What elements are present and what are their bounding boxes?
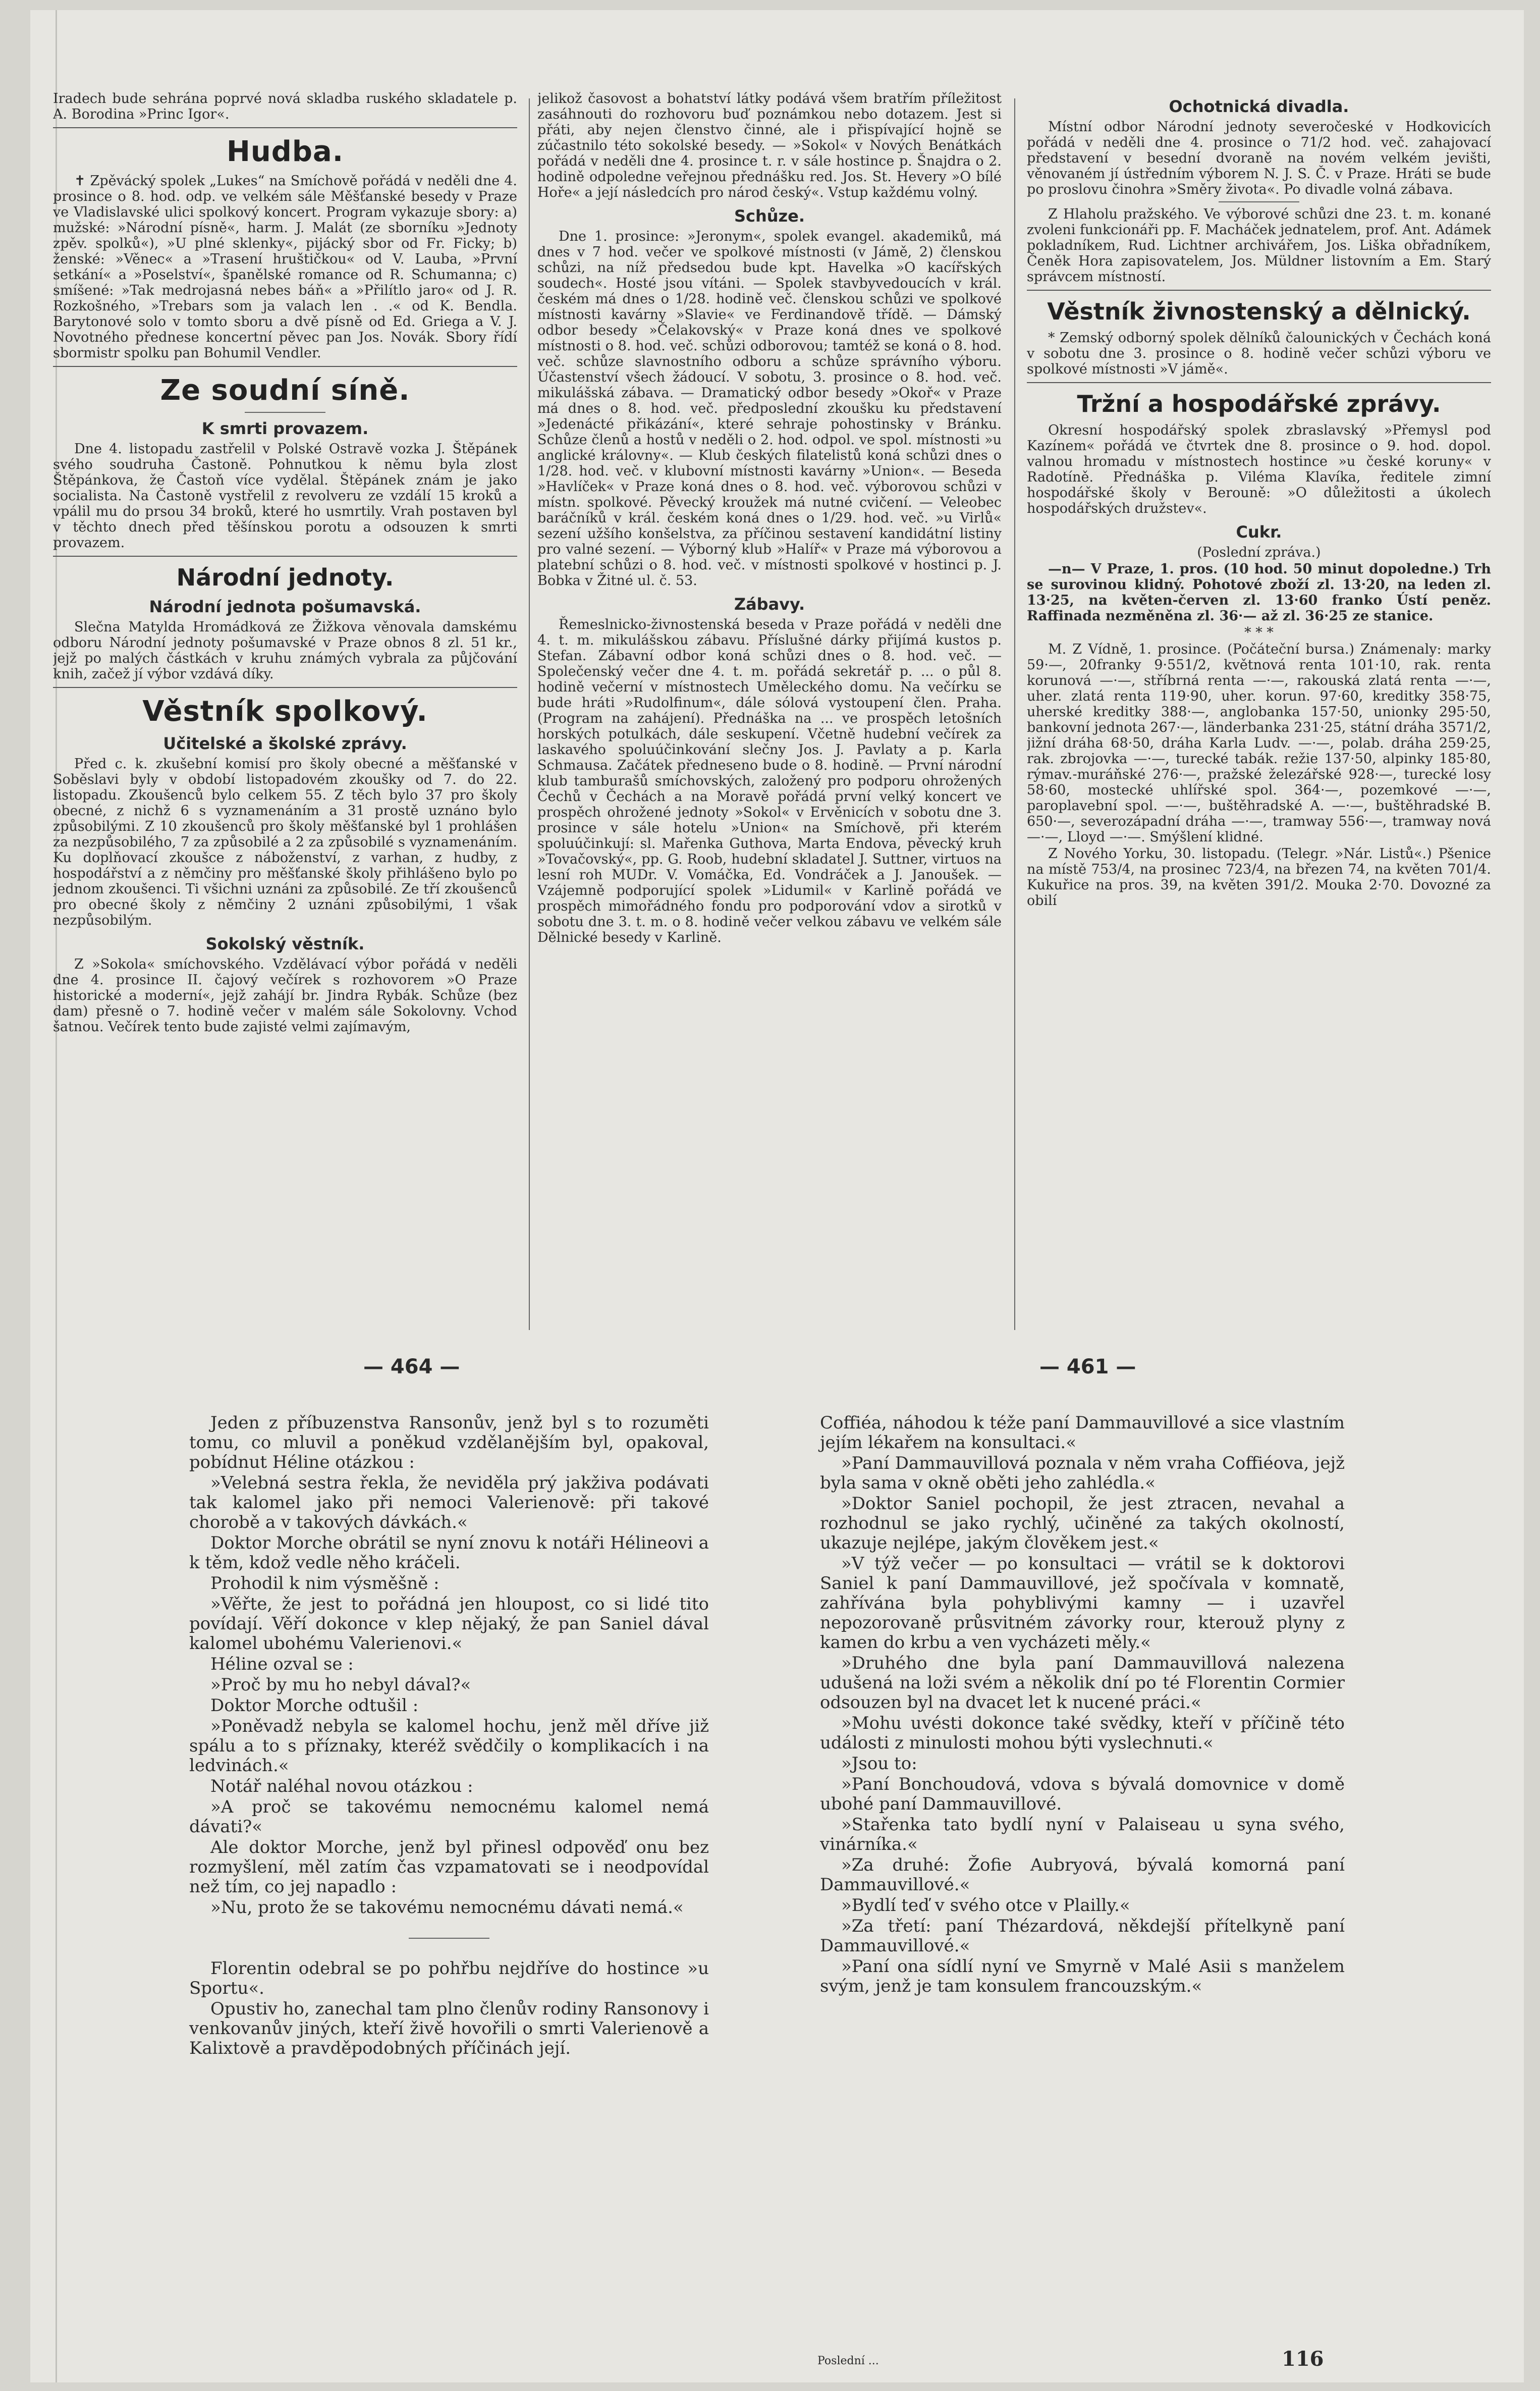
- lower-left-column: [189, 1413, 709, 2059]
- lower-left-paragraph: »A proč se takovému nemocnému kalomel nemá dávati?«: [189, 1797, 709, 1837]
- lower-left-paragraph: »Poněvadž nebyla se kalomel hochu, jenž měl dříve již spálu a to s příznaky, kteréž svědčily o komplikacích i na ledvinách.«: [189, 1716, 709, 1776]
- page-number-right: — 461 —: [1039, 1355, 1136, 1378]
- column-3: [1027, 91, 1491, 1322]
- smrti-text: Dne 4. listopadu zastřelil v Polské Ostravě vozka J. Štěpánek svého soudruha Častoně. Pohnutkou k němu byla zlost Štěpánkova, že Častoň více vydělal. Štěpánek znám je jako socialista. Na Častoně vystřelil z revolveru ze vzdálí 15 kroků a vpálil mu do prsou 34 broků, které ho usmrtily. Vrah postaven byl v těchto dnech před těšínskou porotu a odsouzen k smrti provazem.: [53, 441, 517, 551]
- lower-right-paragraph: »Jsou to:: [841, 1754, 917, 1774]
- signature-number: 116: [1282, 2347, 1324, 2371]
- subsection-title-ochot: Ochotnická divadla.: [1169, 97, 1349, 116]
- lower-left-paragraph: Doktor Morche obrátil se nyní znovu k notáři Hélineovi a k těm, kdož vedle něho kráčeli.: [189, 1533, 709, 1573]
- divider: [1027, 290, 1491, 291]
- section-title-zivnost: Věstník živnostenský a dělnický.: [1047, 298, 1471, 325]
- ucitel-text: Před c. k. zkušební komisí pro školy obecné a měšťanské v Soběslavi byly v období listopadovém zkoušky od 7. do 22. listopadu. Zkoušenců bylo celkem 55. Z těch bylo 37 pro školy obecné, z nichž 6 s vyznamenáním a 31 prostě uznáno bylo způsobilými. Z 10 zkoušenců pro školy měšťanské byl 1 prohlášen za nezpůsobilého, 7 za způsobilé a 2 za způsobilé s vyznamenáním. Ku doplňovací zkoušce z náboženství, z varhan, z hudby, z hospodářství a z němčiny pro měšťanské školy přihlášeno bylo po jednom zkoušenci. Ti všichni uznáni za způsobilé. Ze tří zkoušenců pro obecné školy z němčiny 2 uznáni způsobilými, 1 však nezpůsobilým.: [53, 756, 517, 928]
- lower-right-paragraph: »Stařenka tato bydlí nyní v Palaiseau u syna svého, vinárníka.«: [820, 1815, 1345, 1854]
- lower-right-paragraph: »Za druhé: Žofie Aubryová, bývalá komorná paní Dammauvillové.«: [820, 1855, 1345, 1895]
- lower-right-column: [820, 1413, 1345, 1997]
- lower-left-paragraph: Florentin odebral se po pohřbu nejdříve do hostince »u Sportu«.: [189, 1958, 709, 1998]
- lower-left-paragraph: Ale doktor Morche, jenž byl přinesl odpověď onu bez rozmyšlení, měl zatím čas vzpamatovati se i neodpovídal než tím, co jej napadlo :: [189, 1837, 709, 1897]
- section-title-soudni: Ze soudní síně.: [160, 374, 410, 407]
- newyork-text: Z Nového Yorku, 30. listopadu. (Telegr. »Nár. Listů«.) Pšenice na místě 753/4, na prosinec 723/4, na březen 74, na květen 701/4. Kukuřice na pros. 39, na květen 391/2. Mouka 2·70. Dovozné za obilí: [1027, 846, 1491, 909]
- cukr-text: —n— V Praze, 1. pros. (10 hod. 50 minut dopoledne.) Trh se surovinou klidný. Pohotové zboží zl. 13·20, na leden zl. 13·25, na květen-červen zl. 13·60 franko Ústí peněz. Raffinada nezměněna zl. 36·— až zl. 36·25 ze stanice.: [1027, 561, 1491, 624]
- subsection-title-cukr: Cukr.: [1236, 522, 1282, 542]
- section-title-hudba: Hudba.: [227, 135, 344, 168]
- trzni-text: Okresní hospodářský spolek zbraslavský »Přemysl pod Kazínem« pořádá ve čtvrtek dne 8. prosince o 9. hod. dopol. valnou hromadu v místnostech hostince »u české koruny« v Radotíně. Přednáška p. Viléma Klavíka, ředitele zimní hospodářské školy v Berouně: »O důležitosti a úkolech hospodářských družstev«.: [1027, 422, 1491, 516]
- lower-right-paragraph: Coffiéa, náhodou k téže paní Dammauvillové a sice vlastním jejím lékařem na konsultaci.«: [820, 1413, 1345, 1453]
- column-rule: [529, 98, 530, 1330]
- lower-right-paragraph: »Mohu uvésti dokonce také svědky, kteří v příčině této události z minulosti mohou býti vyslechnuti.«: [820, 1713, 1345, 1753]
- lower-right-paragraph: »Paní ona sídlí nyní ve Smyrně v Malé Asii s manželem svým, jenž je tam konsulem francouzským.«: [820, 1956, 1345, 1996]
- upper-page-columns: [53, 91, 1491, 1322]
- divider: [53, 366, 517, 367]
- burse-text: M. Z Vídně, 1. prosince. (Počáteční bursa.) Známenaly: marky 59·—, 20franky 9·551/2, květnová renta 101·10, rak. renta korunová —·—, stříbrná renta —·—, rakouská zlatá renta —·—, uher. zlatá renta 119·90, uher. korun. 97·60, kreditky 358·75, uherské kreditky 388·—, anglobanka 157·50, unionky 295·50, bankovní jednota 267·—, länderbanka 231·25, státní dráha 3571/2, jižní dráha 68·50, dráha Karla Ludv. —·—, polab. dráha 259·25, rak. zbrojovka —·—, turecké tabák. režie 137·50, alpinky 185·80, rýmav.-muráňské 276·—, pražské železářské 928·—, turecké losy 58·60, mostecké uhlířské spol. 364·—, pozemkové —·—, paroplavební spol. —·—, buštěhradské A. —·—, buštěhradské B. 650·—, severozápadní dráha —·—, tramway 556·—, tramway nová —·—, Lloyd —·—. Smýšlení klidné.: [1027, 642, 1491, 845]
- footer-label: Poslední ...: [817, 2355, 879, 2367]
- column-1: [53, 91, 517, 1322]
- posum-text: Slečna Matylda Hromádková ze Žižkova věnovala damskému odboru Národní jednoty pošumavské v Praze obnos 8 zl. 51 kr., jejž po malých částkách v kruhu známých vybrala za půjčování knih, začež jí výbor vzdává díky.: [53, 619, 517, 682]
- stars-separator: * * *: [1244, 625, 1274, 641]
- divider: [53, 127, 517, 128]
- lower-right-paragraph: »Doktor Saniel pochopil, že jest ztracen, nevahal a rozhodnul se jako rychlý, učiněné za takých okolností, ukazuje nejlépe, jakým člověkem jest.«: [820, 1494, 1345, 1553]
- ochot-text: Místní odbor Národní jednoty severočeské v Hodkovicích pořádá v neděli dne 4. prosince o 71/2 hod. več. zahajovací představení v besední dvoraně na novém velkém jevišti, věnovaném jí ústředním výborem N. J. S. Č. v Praze. Hráti se bude po proslovu činohra »Směry života«. Po divadle volná zábava.: [1027, 119, 1491, 197]
- lower-left-paragraph: Héline ozval se :: [210, 1654, 354, 1674]
- sokol-text: Z »Sokola« smíchovského. Vzdělávací výbor pořádá v neděli dne 4. prosince II. čajový večírek s rozhovorem »O Praze historické a moderní«, jejž zahájí br. Jindra Rybák. Schůze (bez dam) přesně o 7. hodině večer v malém sále Sokolovny. Vchod šatnou. Večírek tento bude zajisté velmi zajímavým,: [53, 957, 517, 1035]
- lower-right-paragraph: »Paní Dammauvillová poznala v něm vraha Coffiéova, jejž byla sama v okně oběti jeho zahlédla.«: [820, 1453, 1345, 1493]
- lower-left-paragraph: Prohodil k nim výsměšně :: [210, 1573, 439, 1593]
- section-title-jednoty: Národní jednoty.: [176, 564, 394, 591]
- zabavy-text: Řemeslnicko-živnostenská beseda v Praze pořádá v neděli dne 4. t. m. mikulášskou zábavu. Příslušné dárky přijímá kustos p. Stefan. Zábavní odbor koná schůzi dnes o 8. hod. več. — Společenský večer dne 4. t. m. pořádá sekretář p. ... o půl 8. hodině večerní v místnostech Uměleckého domu. Na večírku se bude hráti »Rudolfinum«, dále sólová vystoupení člen. Praha. (Program na zahájení). Přednáška na ... ve prospěch letošních horských potulkách, dále seskupení. Včetně hudební večírek za laskavého spoluúčinkování slečny Jos. J. Pavlaty a p. Karla Schmausa. Začátek předneseno bude o 8. hodině. — První národní klub tamburašů smíchovských, založený pro podporu ohrožených Čechů v Čechách a na Moravě pořádá první velký koncert ve prospěch ohrožené jednoty »Sokol« v Ervěnicích v sobotu dne 3. prosince v sále hotelu »Union« na Smíchově, při kterém spoluúčinkují: sl. Mařenka Guthova, Marta Endova, pěvecký kruh »Tovačovský«, pp. G. Roob, hudební skladatel J. Suttner, virtuos na lesní roh MUDr. V. Vomáčka, Ed. Vondráček a J. Janoušek. — Vzájemně podporující spolek »Lidumil« v Karlině pořádá ve prospěch mimořádného fondu pro podporování vdov a sirotků v sobotu dne 3. t. m. o 8. hodině večer velkou zábavu ve velkém sále Dělnické besedy v Karlině.: [537, 617, 1002, 945]
- lower-right-paragraph: »Druhého dne byla paní Dammauvillová nalezena udušená na loži svém a několik dní po té Florentin Cormier odsouzen byl na dvacet let k nucené práci.«: [820, 1653, 1345, 1713]
- subsection-title-smrti: K smrti provazem.: [201, 419, 369, 438]
- column-2: [537, 91, 1002, 1322]
- section-title-trzni: Tržní a hospodářské zprávy.: [1077, 390, 1441, 417]
- hudba-text: ✝ Zpěvácký spolek „Lukes“ na Smíchově pořádá v neděli dne 4. prosince o 8. hod. odp. ve velkém sále Měšťanské besedy v Praze ve Vladislavské ulici spolkový koncert. Program vykazuje sbory: a) mužské: »Národní písně«, harm. J. Malát (ze sborníku »Jednoty zpěv. spolků«), »U plné sklenky«, pijácký sbor od Fr. Ficky; b) ženské: »Věnec« a »Trasení hruštičkou« od V. Lauba, »První setkání« a »Poselství«, španělské romance od R. Schumanna; c) smíšené: »Tak medrojasná nebes báň« a »Přilítlo jaro« od J. R. Rozkošného, »Trebars som ja valach len . .« od K. Bendla. Barytonové solo v tomto sboru a dvě písně od Ed. Griega a V. J. Novotného přednese koncertní pěvec pan Jos. Novák. Sbory řídí sbormistr spolku pan Bohumil Vendler.: [53, 173, 517, 361]
- short-rule: [245, 412, 325, 413]
- lower-right-paragraph: »Paní Bonchoudová, vdova s bývalá domovnice v domě ubohé paní Dammauvillové.: [820, 1774, 1345, 1814]
- lower-left-paragraph: Opustiv ho, zanechal tam plno členův rodiny Ransonovy i venkovanův jiných, kteří živě hovořili o smrti Valerienově a Kalixtově a pravděpodobných příčinách její.: [189, 1999, 709, 2058]
- short-rule: [1219, 201, 1299, 202]
- intro-text: Iradech bude sehrána poprvé nová skladba ruského skladatele p. A. Borodina »Princ Igor«.: [53, 91, 517, 122]
- subsection-title-ucitel: Učitelské a školské zprávy.: [163, 734, 407, 753]
- lower-right-paragraph: »V týž večer — po konsultaci — vrátil se k doktorovi Saniel k paní Dammauvillové, jež spočívala v komnatě, zahřívána byla pohyblivými kamny — i uzavřel nepozorovaně průsvitném závorky rour, kterouž plyny z kamen do krbu a ven vycházeti měly.«: [820, 1554, 1345, 1653]
- lower-left-paragraph: »Velebná sestra řekla, že neviděla prý jakživa podávati tak kalomel jako při nemoci Valerienově: při takové chorobě a v takových dávkách.«: [189, 1473, 709, 1532]
- lower-left-paragraph: Doktor Morche odtušil :: [210, 1695, 419, 1716]
- page-number-left: — 464 —: [363, 1355, 460, 1378]
- divider: [53, 687, 517, 688]
- lower-left-paragraph: Jeden z příbuzenstva Ransonův, jenž byl s to rozuměti tomu, co mluvil a poněkud vzdělanějším byl, opakoval, pobídnut Héline otázkou :: [189, 1413, 709, 1472]
- lower-right-paragraph: »Bydlí teď v svého otce v Plailly.«: [841, 1895, 1130, 1916]
- lower-right-paragraph: »Za třetí: paní Thézardová, někdejší přítelkyně paní Dammauvillové.«: [820, 1916, 1345, 1956]
- subsection-title-zabavy: Zábavy.: [734, 595, 805, 614]
- short-rule: [409, 1938, 489, 1939]
- lower-left-paragraph: Notář naléhal novou otázkou :: [210, 1776, 473, 1796]
- subsection-title-posum: Národní jednota pošumavská.: [149, 597, 421, 616]
- lower-left-paragraph: »Proč by mu ho nebyl dával?«: [210, 1675, 471, 1695]
- section-title-vestnik: Věstník spolkový.: [142, 695, 428, 728]
- subsection-title-sokol: Sokolský věstník.: [205, 934, 365, 953]
- cukr-subtitle: (Poslední zpráva.): [1197, 545, 1321, 560]
- divider: [53, 556, 517, 557]
- lower-left-paragraph: »Nu, proto že se takovému nemocnému dávati nemá.«: [210, 1897, 684, 1918]
- col2-intro-text: jelikož časovost a bohatství látky podává všem bratřím příležitost zasáhnouti do rozhovoru buď poznámkou nebo dotazem. Jest si přáti, aby nejen členstvo činné, ale i přispívající hojně se zúčastnilo této sokolské besedy. — »Sokol« v Nových Benátkách pořádá v neděli dne 4. prosince t. r. v sále hostince p. Šnajdra o 2. hodině odpoledne veřejnou přednášku red. Jos. St. Hevery »O bílé Hoře« a její následcích pro národ český«. Vstup každému volný.: [537, 91, 1002, 200]
- schuze-text: Dne 1. prosince: »Jeronym«, spolek evangel. akademiků, má dnes v 7 hod. večer ve spolkové místnosti (v Jámě, 2) členskou schůzi, na níž předsedou bude kpt. Havelka »O kacířských soudech«. Hosté jsou vítáni. — Spolek stavbyvedoucích v král. českém má dnes o 1/28. hodině več. členskou schůzi ve spolkové místnosti kavárny »Slavie« ve Ferdinandově třídě. — Dámský odbor besedy »Čelakovský« v Praze koná dnes ve spolkové místnosti o 8. hod. več. schůzi odborovou; tamtéž se koná o 8. hod. več. schůze slavnostního odboru a schůze správního výboru. Účastenství všech žádoucí. V sobotu, 3. prosince o 8. hod. več. mikulášská zábava. — Dramatický odbor besedy »Okoř« v Praze má dnes o 8. hod. več. předposlední zkoušku ku představení »Jedenácté přikázání«, které sehraje pohostinsky v Bránku. Schůze členů a hostů v neděli o 2. hod. odpol. ve spol. místnosti »u anglické královny«. — Klub českých filatelistů koná schůzi dnes o 1/28. hod. več. v klubovní místnosti kavárny »Union«. — Beseda »Havlíček« v Praze koná dnes o 8. hod. več. výborovou schůzi v místn. spolkové. Pěvecký kroužek má nutné cvičení. — Veleobec baráčníků v král. českém koná dnes o 1/29. hod. več. »u Virlů« sezení užšího konšelstva, za příčinou sestavení kandidátní listiny pro valné sezení. — Výborný klub »Halíř« v Praze má výborovou a platební schůzi o 8. hod. več. v místnosti spolkové v hostinci p. J. Bobka v Žitné ul. č. 53.: [537, 229, 1002, 589]
- column-rule: [1014, 98, 1015, 1330]
- zivnost-text: * Zemský odborný spolek dělníků čalounických v Čechách koná v sobotu dne 3. prosince o 8. hodině večer schůzi výboru ve spolkové místnosti »V jámě«.: [1027, 330, 1491, 377]
- newspaper-sheet: [30, 10, 1524, 2382]
- divider: [1027, 382, 1491, 383]
- hlahol-text: Z Hlaholu pražského. Ve výborové schůzi dne 23. t. m. konané zvoleni funkcionáři pp. F. Macháček jednatelem, prof. Ant. Adámek pokladníkem, Rud. Lichtner archivářem, Jos. Liška obřadníkem, Čeněk Hora zapisovatelem, Jos. Müldner listovním a Em. Starý správcem místností.: [1027, 206, 1491, 285]
- subsection-title-schuze: Schůze.: [734, 206, 805, 226]
- lower-left-paragraph: »Věřte, že jest to pořádná jen hloupost, co si lidé tito povídají. Věří dokonce v klep nějaký, že pan Saniel dával kalomel ubohému Valerienovi.«: [189, 1594, 709, 1654]
